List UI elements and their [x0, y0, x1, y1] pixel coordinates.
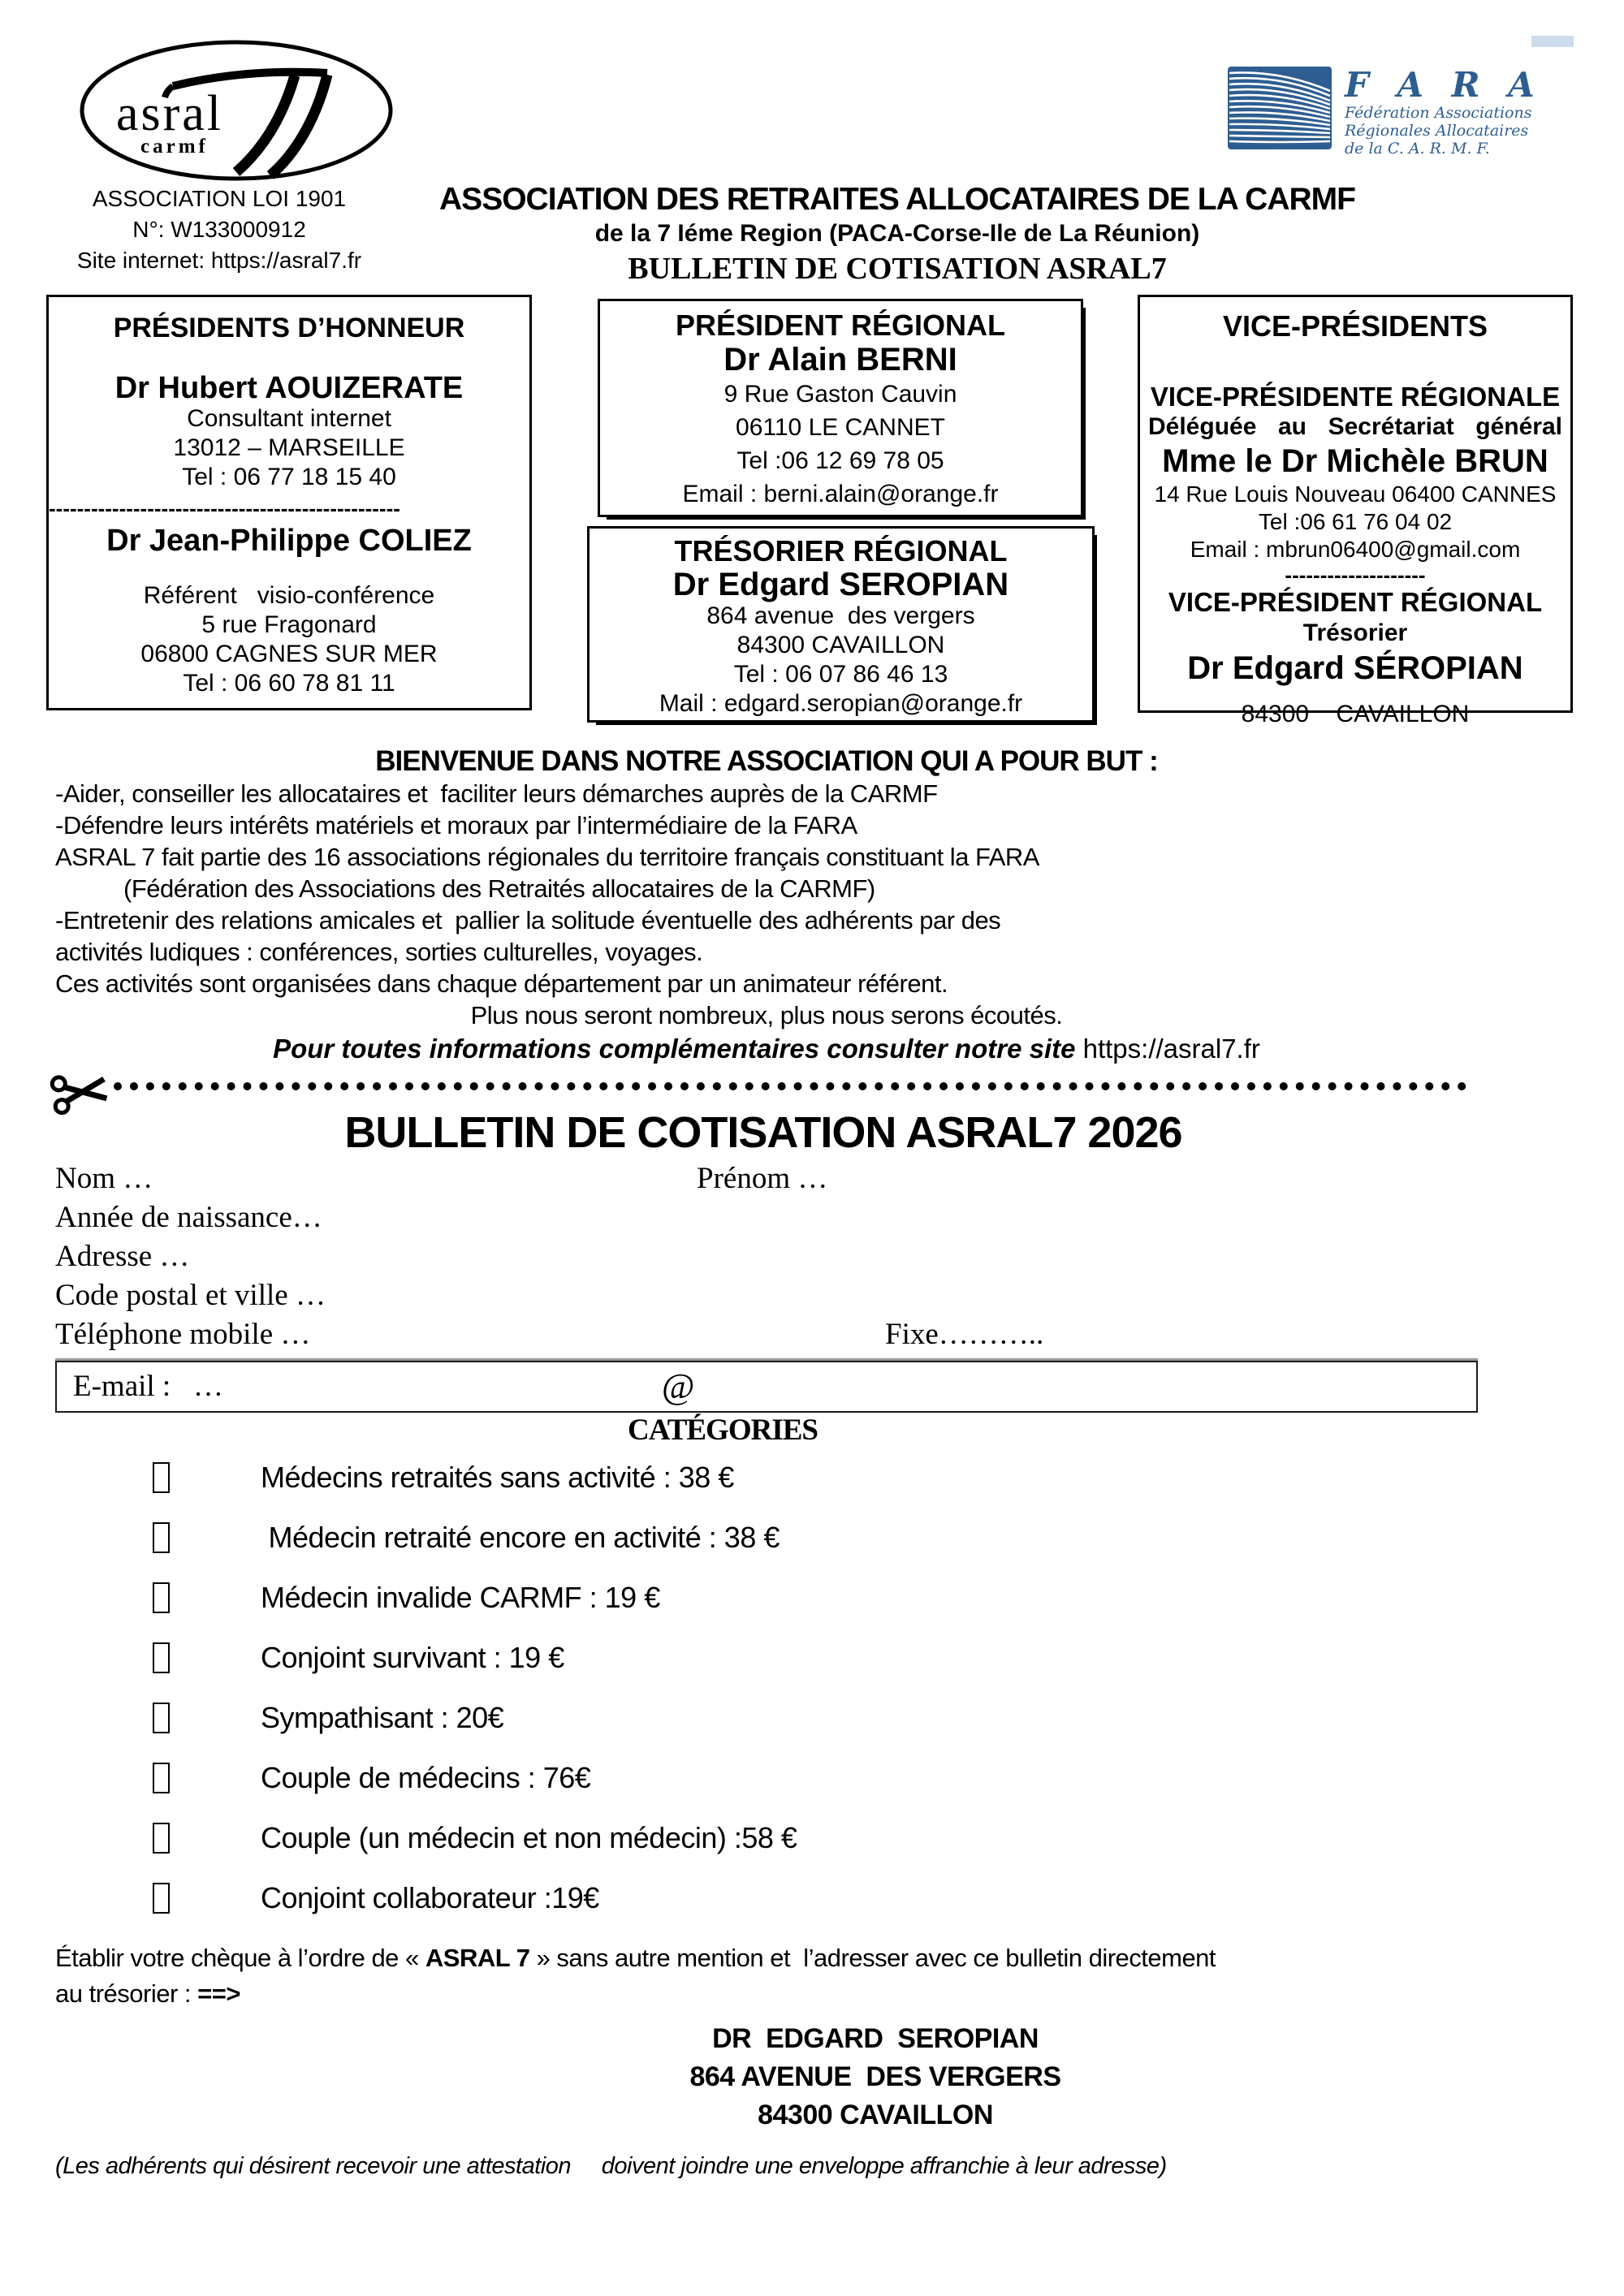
landline-field[interactable]: Fixe……….. [885, 1318, 1044, 1351]
payment-instructions [55, 1940, 1484, 2134]
scan-smudge [1531, 36, 1574, 47]
treasurer-address-street: 864 AVENUE DES VERGERS [689, 2061, 1061, 2092]
association-number: N°: W133000912 [132, 217, 306, 242]
svg-text:carmf: carmf [140, 136, 209, 158]
checkbox[interactable] [153, 1703, 170, 1733]
phone-row [55, 1315, 1478, 1354]
info-line-bold: Pour toutes informations complémentaires consulter notre site [273, 1034, 1076, 1064]
checkbox[interactable] [153, 1763, 170, 1793]
category-row [49, 1463, 1478, 1492]
mobile-phone-field[interactable]: Téléphone mobile … [55, 1318, 311, 1351]
first-name-field[interactable]: Prénom … [697, 1162, 828, 1195]
association-title: ASSOCIATION DES RETRAITES ALLOCATAIRES DE LA CARMF [439, 182, 1355, 217]
vice-president-1-role: Déléguée au Secrétariat général [1148, 413, 1562, 440]
honorary-president-1-city: 13012 – MARSEILLE [173, 434, 405, 461]
honorary-president-2-name: Dr Jean-Philippe COLIEZ [106, 524, 472, 558]
regional-treasurer-phone: Tel : 06 07 86 46 13 [733, 661, 948, 688]
category-label: Médecin invalide CARMF : 19 € [261, 1581, 660, 1614]
treasurer-line [55, 1976, 1484, 2012]
birth-year-field[interactable]: Année de naissance… [55, 1201, 322, 1234]
goal-line-3: ASRAL 7 fait partie des 16 associations régionales du territoire français constituant la FARA [55, 843, 1039, 871]
fara-logo [1228, 67, 1543, 158]
postal-city-field[interactable]: Code postal et ville … [55, 1279, 326, 1312]
honorary-presidents-box [46, 295, 532, 710]
cheque-instruction-pre: Établir votre chèque à l’ordre de « [55, 1944, 425, 1972]
svg-text:asral: asral [116, 86, 224, 141]
name-row [55, 1159, 1478, 1198]
checkbox[interactable] [153, 1642, 170, 1673]
honorary-president-1-role: Consultant internet [187, 405, 391, 432]
checkbox[interactable] [153, 1522, 170, 1553]
regional-president-name: Dr Alain BERNI [723, 342, 957, 378]
goal-line-6: activités ludiques : conférences, sorties culturelles, voyages. [55, 938, 703, 966]
goal-line-4: (Fédération des Associations des Retraités allocataires de la CARMF) [123, 874, 875, 903]
vice-president-1-address: 14 Rue Louis Nouveau 06400 CANNES [1154, 481, 1557, 507]
vice-presidents-box [1138, 295, 1573, 727]
category-label: Sympathisant : 20€ [261, 1701, 504, 1734]
category-row [49, 1881, 1478, 1914]
category-label: Médecins retraités sans activité : 38 € [261, 1461, 734, 1494]
welcome-title: BIENVENUE DANS NOTRE ASSOCIATION QUI A POUR BUT : [375, 745, 1158, 777]
cheque-instruction [55, 1940, 1484, 1976]
fara-fan-icon [1228, 67, 1332, 149]
cheque-instruction-post: » sans autre mention et l’adresser avec ce bulletin directement [529, 1944, 1216, 1972]
divider-dashes: -------------------------------------------------- [49, 496, 400, 520]
at-sign: @ [662, 1366, 695, 1406]
goal-line-8: Plus nous seront nombreux, plus nous serons écoutés. [470, 1001, 1063, 1029]
regional-president-title: PRÉSIDENT RÉGIONAL [675, 309, 1006, 342]
vice-president-2-role: Trésorier [1302, 619, 1408, 646]
regional-president-box [598, 299, 1083, 517]
honorary-president-1-phone: Tel : 06 77 18 15 40 [182, 464, 396, 490]
form-title: BULLETIN DE COTISATION ASRAL7 2026 [344, 1108, 1182, 1157]
regional-treasurer-name: Dr Edgard SEROPIAN [672, 567, 1009, 602]
regional-treasurer-box [587, 526, 1095, 723]
honorary-presidents-title: PRÉSIDENTS D’HONNEUR [113, 313, 465, 343]
fara-name: F A R A [1345, 65, 1543, 105]
regional-treasurer-city: 84300 CAVAILLON [736, 632, 945, 658]
email-label: E-mail : … [73, 1370, 223, 1403]
checkbox[interactable] [153, 1823, 170, 1854]
asral-seven-icon [77, 39, 395, 182]
honorary-president-2-city: 06800 CAGNES SUR MER [140, 641, 438, 667]
divider-dashes: -------------------- [1285, 563, 1426, 587]
association-identity [49, 183, 390, 276]
info-line [55, 1031, 1478, 1067]
category-label: Conjoint survivant : 19 € [261, 1641, 564, 1674]
vice-president-2-name: Dr Edgard SÉROPIAN [1187, 650, 1523, 686]
vice-president-1-email: Email : mbrun06400@gmail.com [1190, 537, 1521, 562]
association-website: Site internet: https://asral7.fr [76, 248, 362, 273]
officers-row [46, 295, 1578, 727]
welcome-section [55, 745, 1478, 1067]
region-subtitle: de la 7 Iéme Region (PACA-Corse-Ile de La Réunion) [594, 220, 1200, 247]
fara-subtitle-1: Fédération Associations [1345, 104, 1532, 122]
category-label: Couple (un médecin et non médecin) :58 € [261, 1821, 797, 1854]
categories-title: CATÉGORIES [628, 1413, 818, 1447]
masthead-title [382, 182, 1413, 287]
membership-form [55, 1159, 1478, 1413]
vice-president-1-name: Mme le Dr Michèle BRUN [1162, 443, 1548, 479]
regional-president-email: Email : berni.alain@orange.fr [682, 481, 999, 507]
category-row [49, 1703, 1478, 1733]
regional-president-street: 9 Rue Gaston Cauvin [723, 381, 957, 408]
checkbox[interactable] [153, 1883, 170, 1914]
category-label: Couple de médecins : 76€ [261, 1761, 591, 1794]
email-field[interactable] [55, 1361, 1478, 1413]
vice-president-1-phone: Tel :06 61 76 04 02 [1258, 509, 1453, 534]
regional-treasurer-street: 864 avenue des vergers [706, 602, 975, 629]
category-label: Conjoint collaborateur :19€ [261, 1881, 599, 1914]
association-law-line: ASSOCIATION LOI 1901 [92, 186, 347, 211]
bulletin-heading: BULLETIN DE COTISATION ASRAL7 [628, 252, 1167, 286]
categories-list [49, 1463, 1478, 1944]
checkbox[interactable] [153, 1582, 170, 1613]
goal-line-1: -Aider, conseiller les allocataires et faciliter leurs démarches auprès de la CARMF [55, 779, 938, 808]
checkbox[interactable] [153, 1462, 170, 1493]
category-label: Médecin retraité encore en activité : 38 € [261, 1521, 780, 1554]
goal-line-7: Ces activités sont organisées dans chaque département par un animateur référent. [55, 969, 948, 998]
treasurer-address-city: 84300 CAVAILLON [758, 2100, 993, 2130]
category-row [49, 1763, 1478, 1793]
arrow-glyph: ==> [197, 1979, 240, 2008]
last-name-field[interactable]: Nom … [55, 1162, 153, 1195]
regional-treasurer-title: TRÉSORIER RÉGIONAL [674, 534, 1008, 568]
treasurer-address-name: DR EDGARD SEROPIAN [712, 2023, 1039, 2054]
regional-president-phone: Tel :06 12 69 78 05 [736, 447, 944, 474]
regional-treasurer-email: Mail : edgard.seropian@orange.fr [659, 690, 1023, 717]
honorary-president-2-phone: Tel : 06 60 78 81 11 [183, 670, 395, 697]
category-row [49, 1583, 1478, 1612]
category-row [49, 1643, 1478, 1672]
vice-president-2-title: VICE-PRÉSIDENT RÉGIONAL [1168, 587, 1543, 617]
honorary-president-1-name: Dr Hubert AOUIZERATE [114, 371, 464, 405]
honorary-president-2-street: 5 rue Fragonard [201, 611, 377, 638]
address-field[interactable]: Adresse … [55, 1240, 190, 1273]
goal-line-2: -Défendre leurs intérêts matériels et moraux par l’intermédiaire de la FARA [55, 811, 857, 839]
category-row [49, 1823, 1478, 1853]
cheque-order-name: ASRAL 7 [425, 1944, 530, 1972]
dotted-leader [114, 1081, 1466, 1090]
vice-president-1-title: VICE-PRÉSIDENTE RÉGIONALE [1150, 382, 1561, 412]
category-row [49, 1523, 1478, 1552]
goal-line-5: -Entretenir des relations amicales et pallier la solitude éventuelle des adhérents par des [55, 906, 1001, 934]
attestation-note: (Les adhérents qui désirent recevoir une attestation doivent joindre une enveloppe affranchie à leur adresse) [55, 2153, 1167, 2179]
fara-subtitle-2: Régionales Allocataires [1345, 122, 1529, 140]
honorary-president-2-role: Référent visio-conférence [143, 582, 435, 609]
treasurer-address [510, 2020, 1241, 2134]
vice-presidents-title: VICE-PRÉSIDENTS [1222, 309, 1488, 343]
regional-president-city: 06110 LE CANNET [736, 414, 945, 441]
asral-logo [77, 39, 395, 186]
website-url: https://asral7.fr [1075, 1034, 1260, 1064]
fara-subtitle-3: de la C. A. R. M. F. [1345, 140, 1490, 158]
treasurer-line-text: au trésorier : [55, 1979, 198, 2008]
vice-president-2-city: 84300 CAVAILLON [1241, 701, 1470, 727]
